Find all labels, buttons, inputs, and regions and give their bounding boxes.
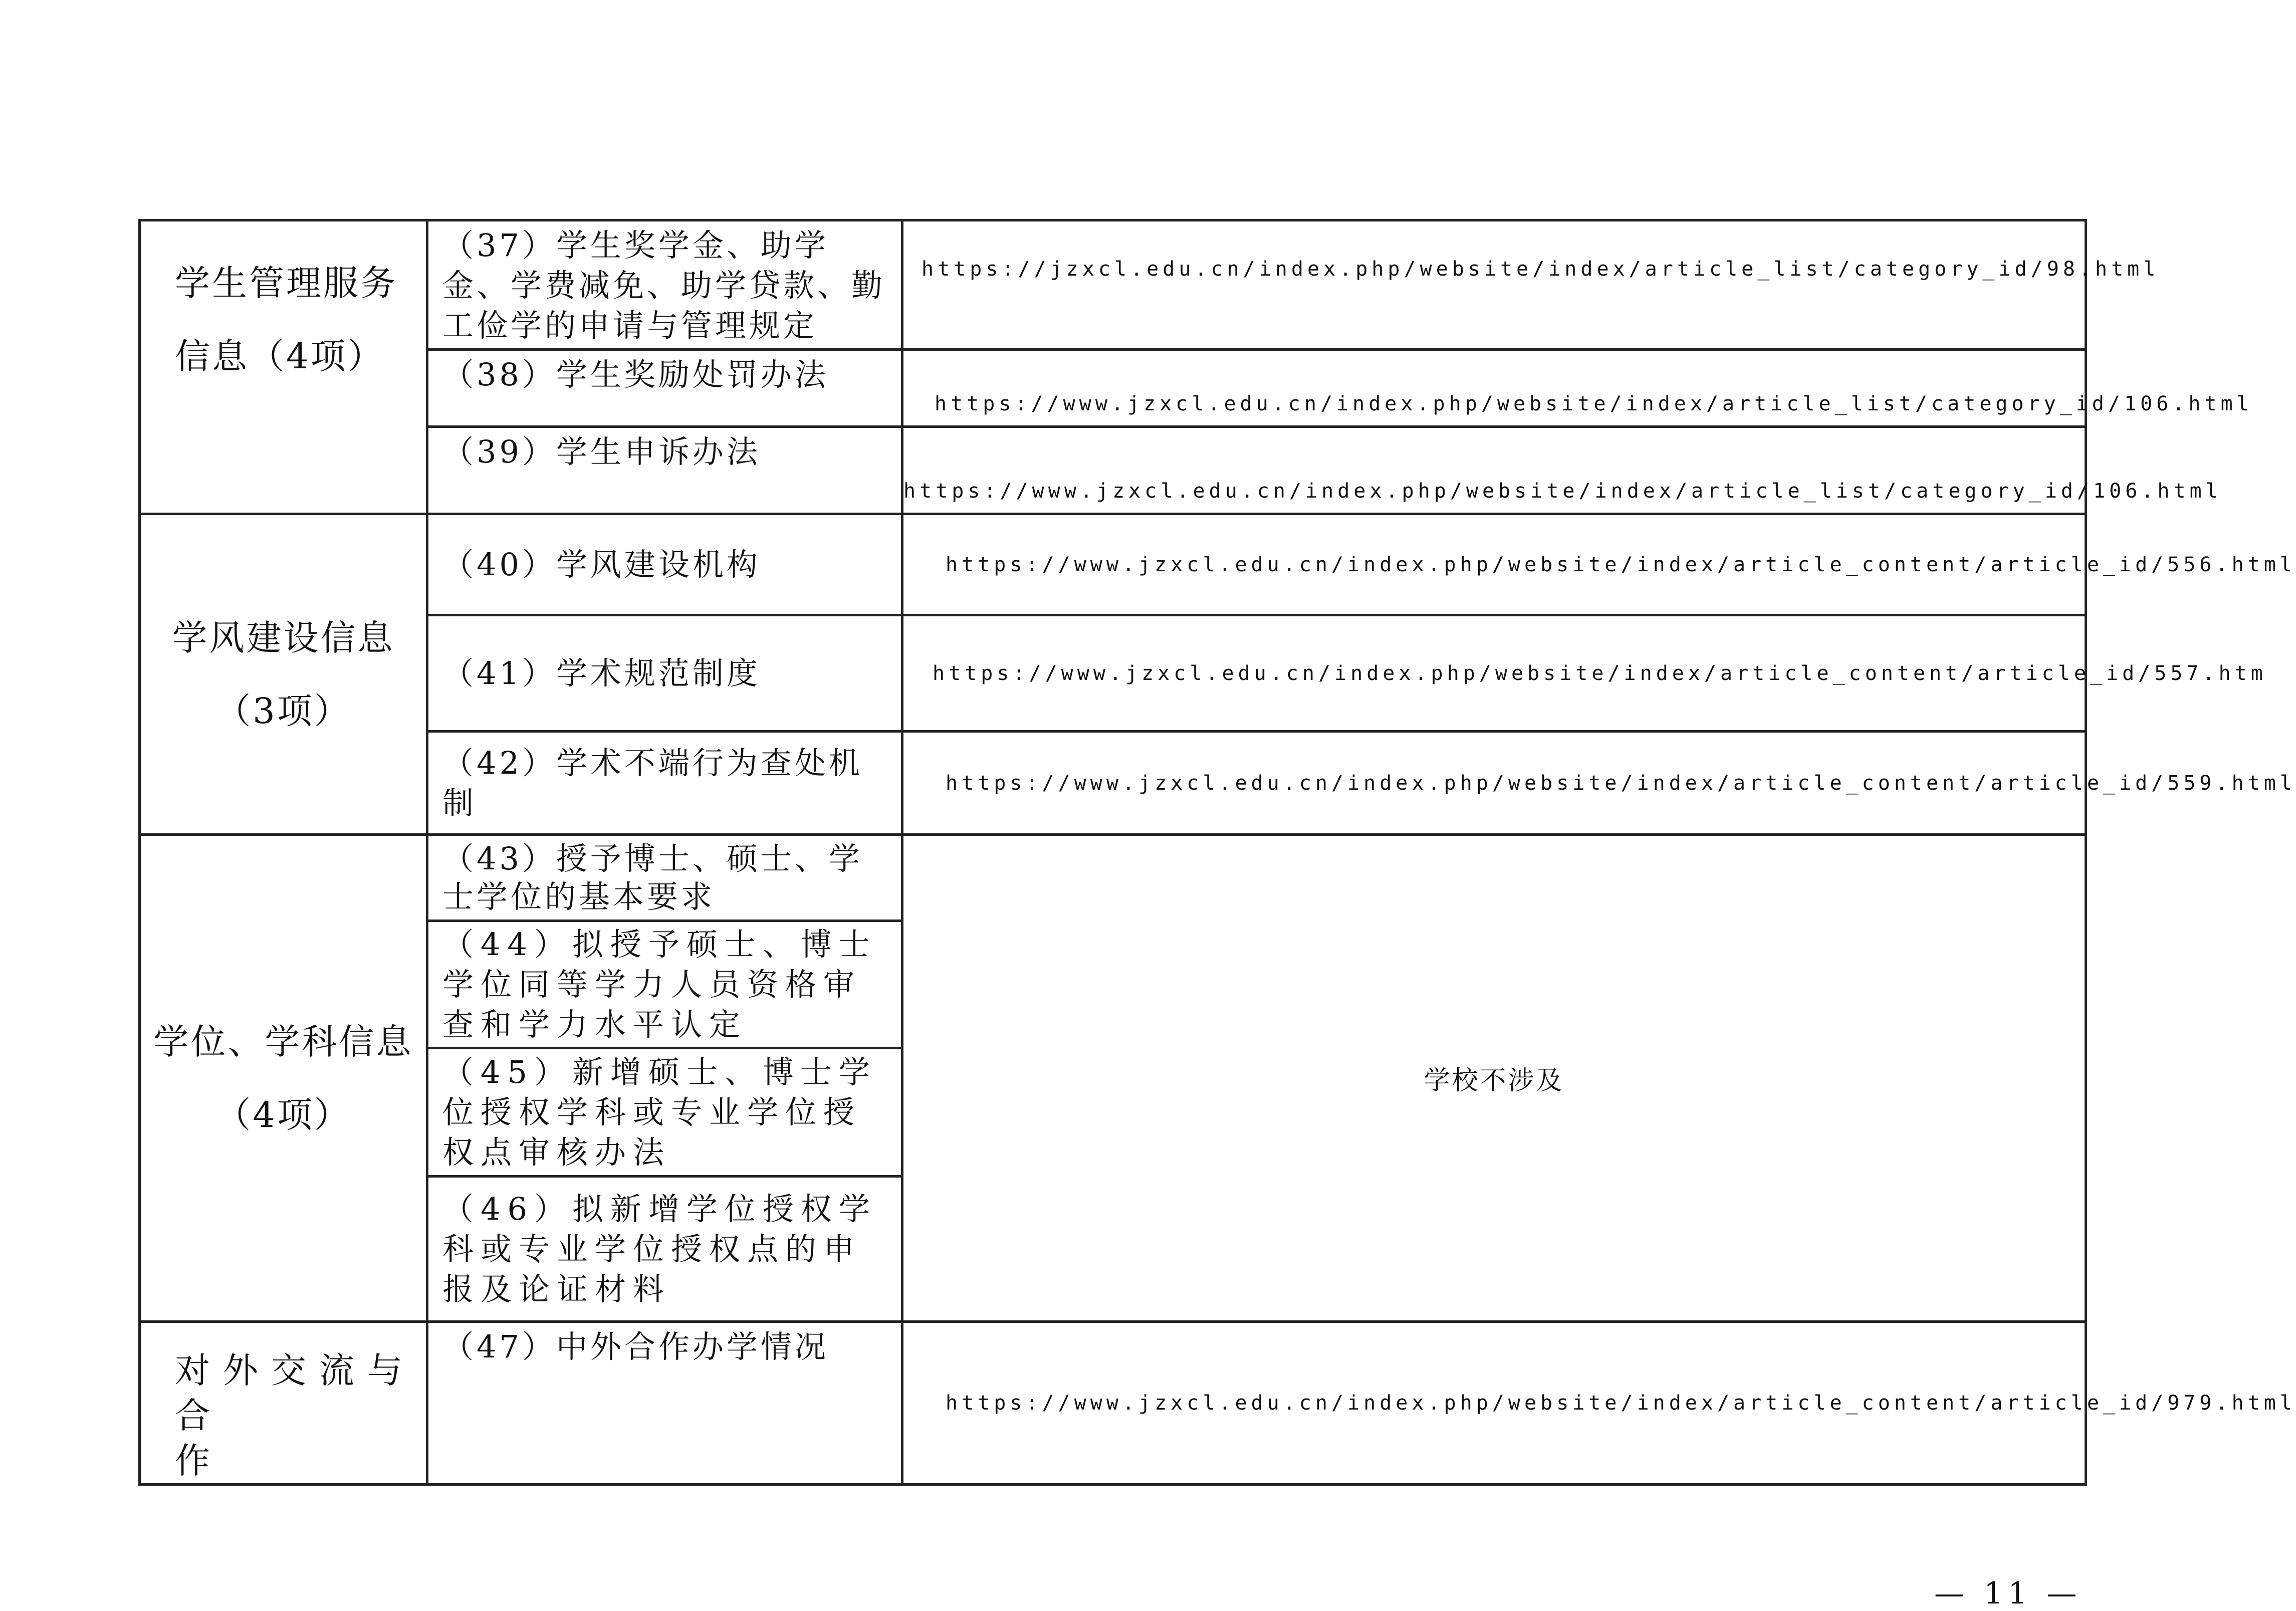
url-cell[interactable]: https://www.jzxcl.edu.cn/index.php/website/index/article_content/article_id/979.html: [902, 1322, 2086, 1485]
url-cell[interactable]: https://www.jzxcl.edu.cn/index.php/website/index/article_content/article_id/556.html: [902, 514, 2086, 615]
item-cell: （41）学术规范制度: [427, 615, 902, 732]
disclosure-table: [138, 219, 2296, 1486]
table-row: [140, 615, 2086, 732]
item-cell: （43）授予博士、硕士、学士学位的基本要求: [427, 835, 902, 921]
item-cell: （47）中外合作办学情况: [427, 1322, 902, 1485]
table-row: [140, 427, 2086, 514]
item-cell: （40）学风建设机构: [427, 514, 902, 615]
item-cell: （45）新增硕士、博士学位授权学科或专业学位授权点审核办法: [427, 1048, 902, 1177]
not-applicable-cell: 学校不涉及: [902, 835, 2086, 1322]
page-number: — 11 —: [1934, 1576, 2082, 1611]
url-cell[interactable]: https://www.jzxcl.edu.cn/index.php/website/index/article_content/article_id/557.htm: [902, 615, 2086, 732]
table-row: [140, 1322, 2086, 1485]
table-row: [140, 732, 2086, 835]
table-row: [140, 514, 2086, 615]
url-cell[interactable]: https://jzxcl.edu.cn/index.php/website/index/article_list/category_id/98.html: [902, 220, 2086, 350]
url-cell[interactable]: https://www.jzxcl.edu.cn/index.php/website/index/article_content/article_id/559.html: [902, 732, 2086, 835]
url-cell[interactable]: https://www.jzxcl.edu.cn/index.php/website/index/article_list/category_id/106.html: [902, 427, 2086, 514]
table-row: [140, 835, 2086, 921]
category-student-management: 学生管理服务 信息（4项）: [140, 220, 427, 514]
table-row: [140, 350, 2086, 427]
item-cell: （46）拟新增学位授权学科或专业学位授权点的申报及论证材料: [427, 1177, 902, 1322]
item-cell: （37）学生奖学金、助学金、学费减免、助学贷款、勤工俭学的申请与管理规定: [427, 220, 902, 350]
item-cell: （44）拟授予硕士、博士学位同等学力人员资格审查和学力水平认定: [427, 921, 902, 1048]
category-study-style: 学风建设信息 （3项）: [140, 514, 427, 835]
url-cell[interactable]: https://www.jzxcl.edu.cn/index.php/website/index/article_list/category_id/106.html: [902, 350, 2086, 427]
item-cell: （38）学生奖励处罚办法: [427, 350, 902, 427]
category-degree: 学位、学科信息 （4项）: [140, 835, 427, 1322]
category-exchange: 对外交流与合 作: [140, 1322, 427, 1485]
item-cell: （39）学生申诉办法: [427, 427, 902, 514]
item-cell: （42）学术不端行为查处机制: [427, 732, 902, 835]
table-row: [140, 220, 2086, 350]
